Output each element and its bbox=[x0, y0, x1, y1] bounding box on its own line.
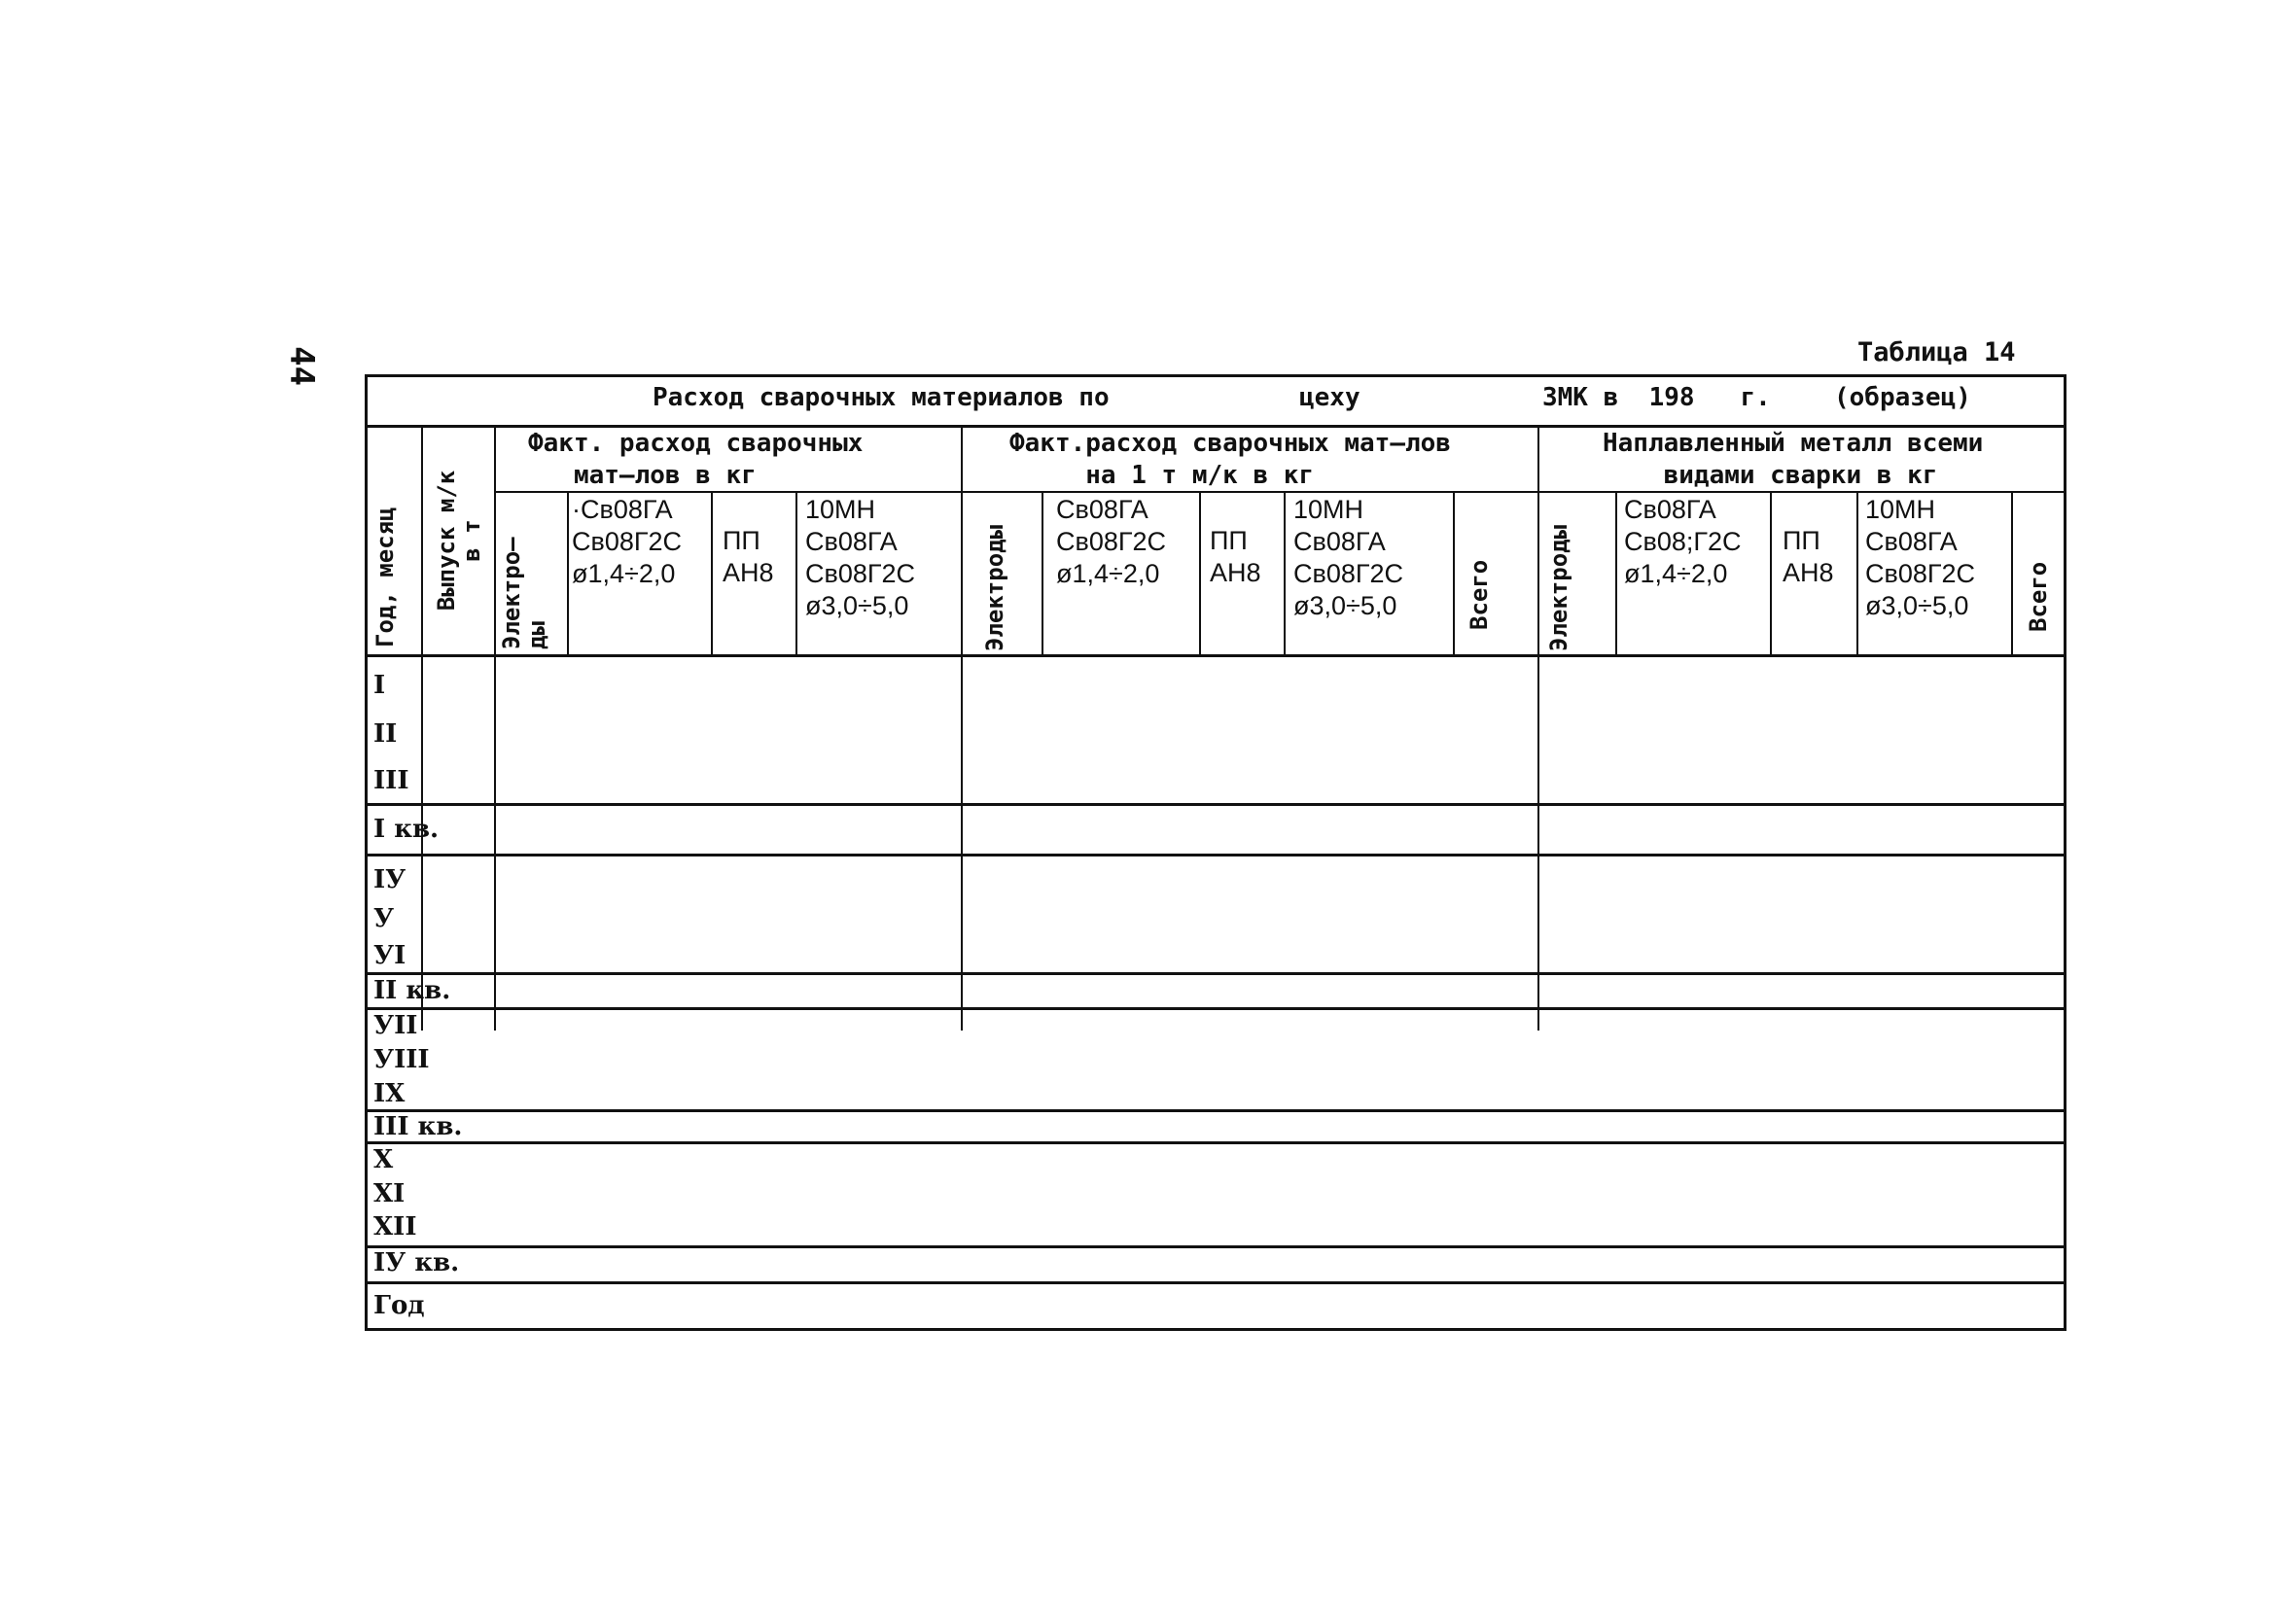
row-label-month-4: IУ bbox=[373, 865, 406, 894]
divider bbox=[567, 492, 569, 655]
row-label-month-10: Х bbox=[373, 1145, 394, 1174]
row-label-quarter-1: I кв. bbox=[373, 815, 440, 844]
page-number: 44 bbox=[282, 346, 321, 386]
row-label-quarter-3: III кв. bbox=[373, 1112, 463, 1141]
table-label: Таблица 14 bbox=[1857, 337, 2016, 367]
divider bbox=[1537, 428, 1539, 1031]
row-label-quarter-2: II кв. bbox=[373, 976, 451, 1005]
divider bbox=[368, 654, 2066, 657]
group-header-per-ton: Факт.расход сварочных мат–лов на 1 т м/к в кг bbox=[1009, 429, 1451, 490]
divider bbox=[368, 1007, 2066, 1010]
row-label-month-9: IХ bbox=[373, 1079, 406, 1108]
divider bbox=[368, 803, 2066, 806]
divider bbox=[368, 1109, 2066, 1112]
table-title bbox=[368, 377, 2064, 428]
header-g3-flux: 10МН Св08ГА Св08Г2С ø3,0÷5,0 bbox=[1865, 495, 1976, 620]
group-header-deposited: Наплавленный металл всеми видами сварки в кг bbox=[1603, 429, 1984, 490]
row-label-month-7: УII bbox=[373, 1011, 418, 1040]
divider bbox=[368, 854, 2066, 856]
divider bbox=[1770, 492, 1772, 655]
divider bbox=[368, 972, 2066, 975]
divider bbox=[2011, 492, 2013, 655]
divider bbox=[1199, 492, 1201, 655]
table-frame bbox=[365, 374, 2066, 1331]
header-g2-pp: ПП АН8 bbox=[1210, 526, 1261, 587]
row-label-month-12: ХII bbox=[373, 1212, 417, 1241]
divider bbox=[421, 428, 423, 1031]
header-g3-pp: ПП АН8 bbox=[1783, 526, 1834, 587]
title-part-3: ЗМК в 198 г. bbox=[1542, 383, 1771, 412]
header-g3-wire: Св08ГА Св08;Г2С ø1,4÷2,0 bbox=[1624, 495, 1742, 588]
divider bbox=[368, 1245, 2066, 1248]
header-g3-total: Всего bbox=[2025, 561, 2052, 632]
divider bbox=[1453, 492, 1455, 655]
divider bbox=[795, 492, 797, 655]
header-g1-pp: ПП АН8 bbox=[723, 526, 774, 587]
row-label-month-2: II bbox=[373, 719, 398, 749]
divider bbox=[368, 1281, 2066, 1284]
row-label-quarter-4: IУ кв. bbox=[373, 1248, 460, 1277]
header-year-month: Год, месяц bbox=[371, 507, 399, 647]
header-g1-electrodes: Электро– ды bbox=[498, 537, 550, 649]
row-label-month-5: У bbox=[373, 904, 395, 933]
header-g1-wire: ·Св08ГА Св08Г2С ø1,4÷2,0 bbox=[572, 495, 683, 588]
divider bbox=[1615, 492, 1617, 655]
divider bbox=[1856, 492, 1858, 655]
title-part-2: цеху bbox=[1299, 383, 1360, 412]
header-g2-flux: 10МН Св08ГА Св08Г2С ø3,0÷5,0 bbox=[1293, 495, 1404, 620]
row-label-year: Год bbox=[373, 1291, 425, 1320]
title-part-1: Расход сварочных материалов по bbox=[653, 383, 1110, 412]
row-label-month-6: УI bbox=[373, 941, 406, 970]
divider bbox=[368, 1141, 2066, 1144]
divider bbox=[711, 492, 713, 655]
header-g3-electrodes: Электроды bbox=[1545, 524, 1572, 651]
divider bbox=[961, 428, 963, 1031]
header-g2-electrodes: Электроды bbox=[981, 524, 1008, 651]
row-label-month-8: УIII bbox=[373, 1045, 430, 1074]
divider bbox=[1284, 492, 1286, 655]
title-part-4: (образец) bbox=[1834, 383, 1971, 412]
row-label-month-1: I bbox=[373, 671, 386, 700]
divider bbox=[494, 428, 496, 1031]
divider bbox=[1042, 492, 1043, 655]
header-output: Выпуск м/к в т bbox=[433, 470, 485, 612]
header-g1-flux: 10МН Св08ГА Св08Г2С ø3,0÷5,0 bbox=[805, 495, 916, 620]
header-g2-wire: Св08ГА Св08Г2С ø1,4÷2,0 bbox=[1056, 495, 1167, 588]
group-header-actual: Факт. расход сварочных мат–лов в кг bbox=[528, 429, 864, 490]
header-g2-total: Всего bbox=[1466, 559, 1493, 630]
row-label-month-3: III bbox=[373, 766, 409, 795]
row-label-month-11: ХI bbox=[373, 1179, 406, 1208]
